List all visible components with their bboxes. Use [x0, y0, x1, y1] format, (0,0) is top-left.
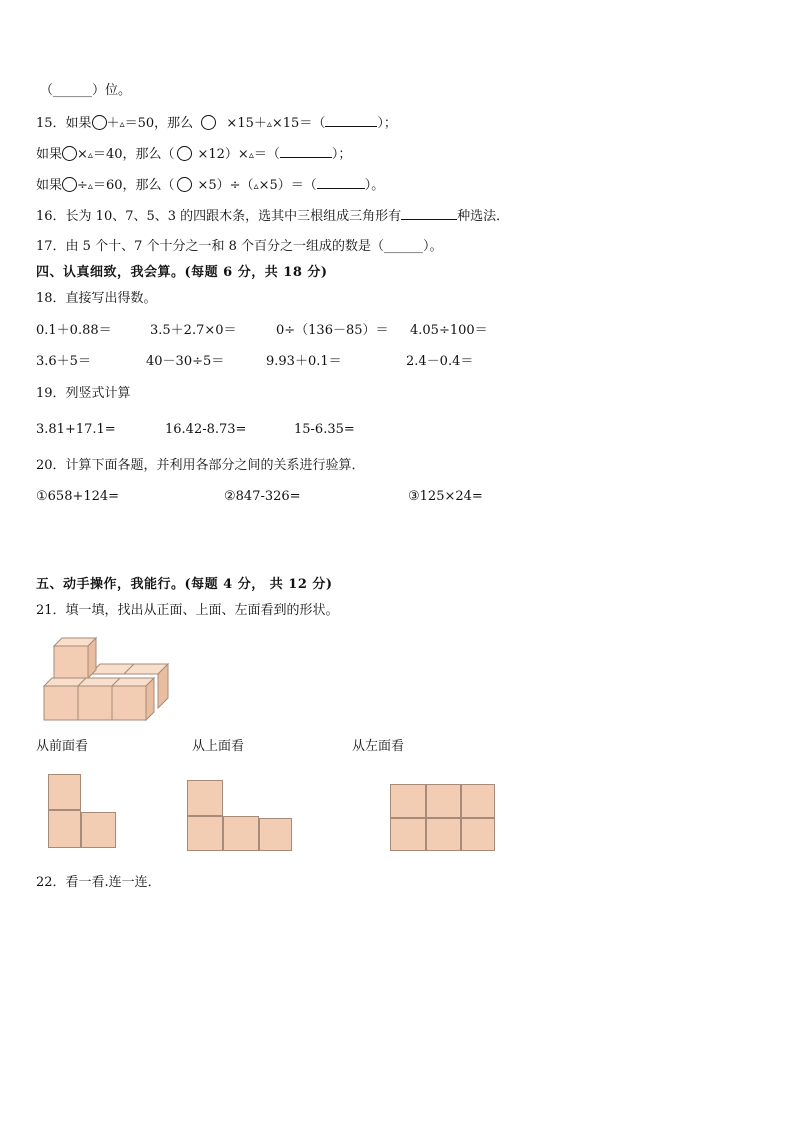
- calc-item: 0÷（136－85）＝: [276, 323, 389, 338]
- text: ×5）＝（: [258, 178, 317, 193]
- view-square: [81, 812, 116, 848]
- q14-tail: （______）位。: [40, 83, 132, 98]
- answer-blank[interactable]: [401, 207, 457, 220]
- text: 16．长为 10、7、5、3 的四跟木条，选其中三根组成三角形有: [36, 209, 402, 224]
- view-square: [223, 816, 259, 851]
- calc-item: 4.05÷100＝: [410, 323, 488, 338]
- text: ÷: [77, 178, 88, 193]
- calc-item: 3.6＋5＝: [36, 354, 91, 369]
- circle-symbol: [177, 177, 192, 192]
- text: ＋: [106, 116, 120, 131]
- view-square: [390, 784, 426, 818]
- circle-symbol: [62, 146, 77, 161]
- circle-symbol: [177, 146, 192, 161]
- circle-symbol: [62, 177, 77, 192]
- text: ×15＋: [226, 116, 267, 131]
- section-4-heading: 四、认真细致，我会算。(每题 6 分，共 18 分): [36, 265, 328, 280]
- text: 15．如果: [36, 116, 92, 131]
- text: ×15＝（: [271, 116, 326, 131]
- view-square: [426, 818, 461, 851]
- calc-item: 0.1＋0.88＝: [36, 323, 112, 338]
- text: 种选法．: [457, 209, 510, 224]
- check-item: ②847-326=: [224, 489, 301, 504]
- view-square: [187, 816, 223, 851]
- text: ×5）÷（: [197, 178, 254, 193]
- triangle-symbol: ▵: [253, 181, 259, 192]
- q15-line-b: [36, 145, 351, 165]
- view-square: [461, 818, 495, 851]
- circle-symbol: [92, 115, 107, 130]
- triangle-symbol: ▵: [248, 150, 254, 161]
- q18: 18．直接写出得数。: [36, 291, 157, 306]
- vertical-calc-item: 16.42-8.73=: [165, 422, 247, 437]
- text: 如果: [36, 178, 63, 193]
- calc-item: 9.93＋0.1＝: [266, 354, 342, 369]
- q19: 19．列竖式计算: [36, 386, 131, 401]
- q22: 22．看一看.连一连．: [36, 875, 161, 890]
- triangle-symbol: ▵: [87, 181, 93, 192]
- answer-blank[interactable]: [280, 145, 332, 158]
- view-square: [48, 774, 81, 810]
- q15-line-c: [36, 176, 384, 196]
- view-square: [187, 780, 223, 816]
- q16: [36, 207, 509, 226]
- triangle-symbol: ▵: [119, 119, 125, 130]
- view-square: [259, 818, 292, 851]
- view-square: [48, 810, 81, 848]
- text: ＝（: [253, 147, 280, 162]
- view-square: [390, 818, 426, 851]
- text: ）。: [364, 178, 385, 193]
- view-label-front: 从前面看: [36, 739, 89, 754]
- calc-item: 2.4－0.4＝: [406, 354, 474, 369]
- circle-symbol: [201, 115, 216, 130]
- view-square: [426, 784, 461, 818]
- text: ＝60，那么（: [92, 178, 175, 193]
- calc-item: 3.5＋2.7×0＝: [150, 323, 237, 338]
- text: ）；: [377, 116, 397, 131]
- q20: 20．计算下面各题，并利用各部分之间的关系进行验算．: [36, 458, 365, 473]
- view-label-left: 从左面看: [352, 739, 405, 754]
- check-item: ①658+124=: [36, 489, 120, 504]
- text: 如果: [36, 147, 63, 162]
- vertical-calc-item: 3.81+17.1=: [36, 422, 116, 437]
- triangle-symbol: ▵: [266, 119, 272, 130]
- answer-blank[interactable]: [317, 176, 365, 189]
- vertical-calc-item: 15-6.35=: [294, 422, 355, 437]
- text: ×12）×: [197, 147, 249, 162]
- q21: 21．填一填，找出从正面、上面、左面看到的形状。: [36, 603, 339, 618]
- text: ＝50，那么: [124, 116, 194, 131]
- calc-item: 40－30÷5＝: [146, 354, 225, 369]
- triangle-symbol: ▵: [87, 150, 93, 161]
- check-item: ③125×24=: [408, 489, 483, 504]
- text: ＝40，那么（: [92, 147, 175, 162]
- q15-line-a: [36, 114, 397, 134]
- text: ）；: [331, 147, 352, 162]
- answer-blank[interactable]: [325, 114, 377, 127]
- section-5-heading: 五、动手操作，我能行。(每题 4 分， 共 12 分): [36, 577, 333, 592]
- cube-figure: [38, 636, 178, 726]
- q17: 17．由 5 个十、7 个十分之一和 8 个百分之一组成的数是（______）。: [36, 239, 443, 254]
- view-square: [461, 784, 495, 818]
- view-label-top: 从上面看: [192, 739, 245, 754]
- text: ×: [77, 147, 88, 162]
